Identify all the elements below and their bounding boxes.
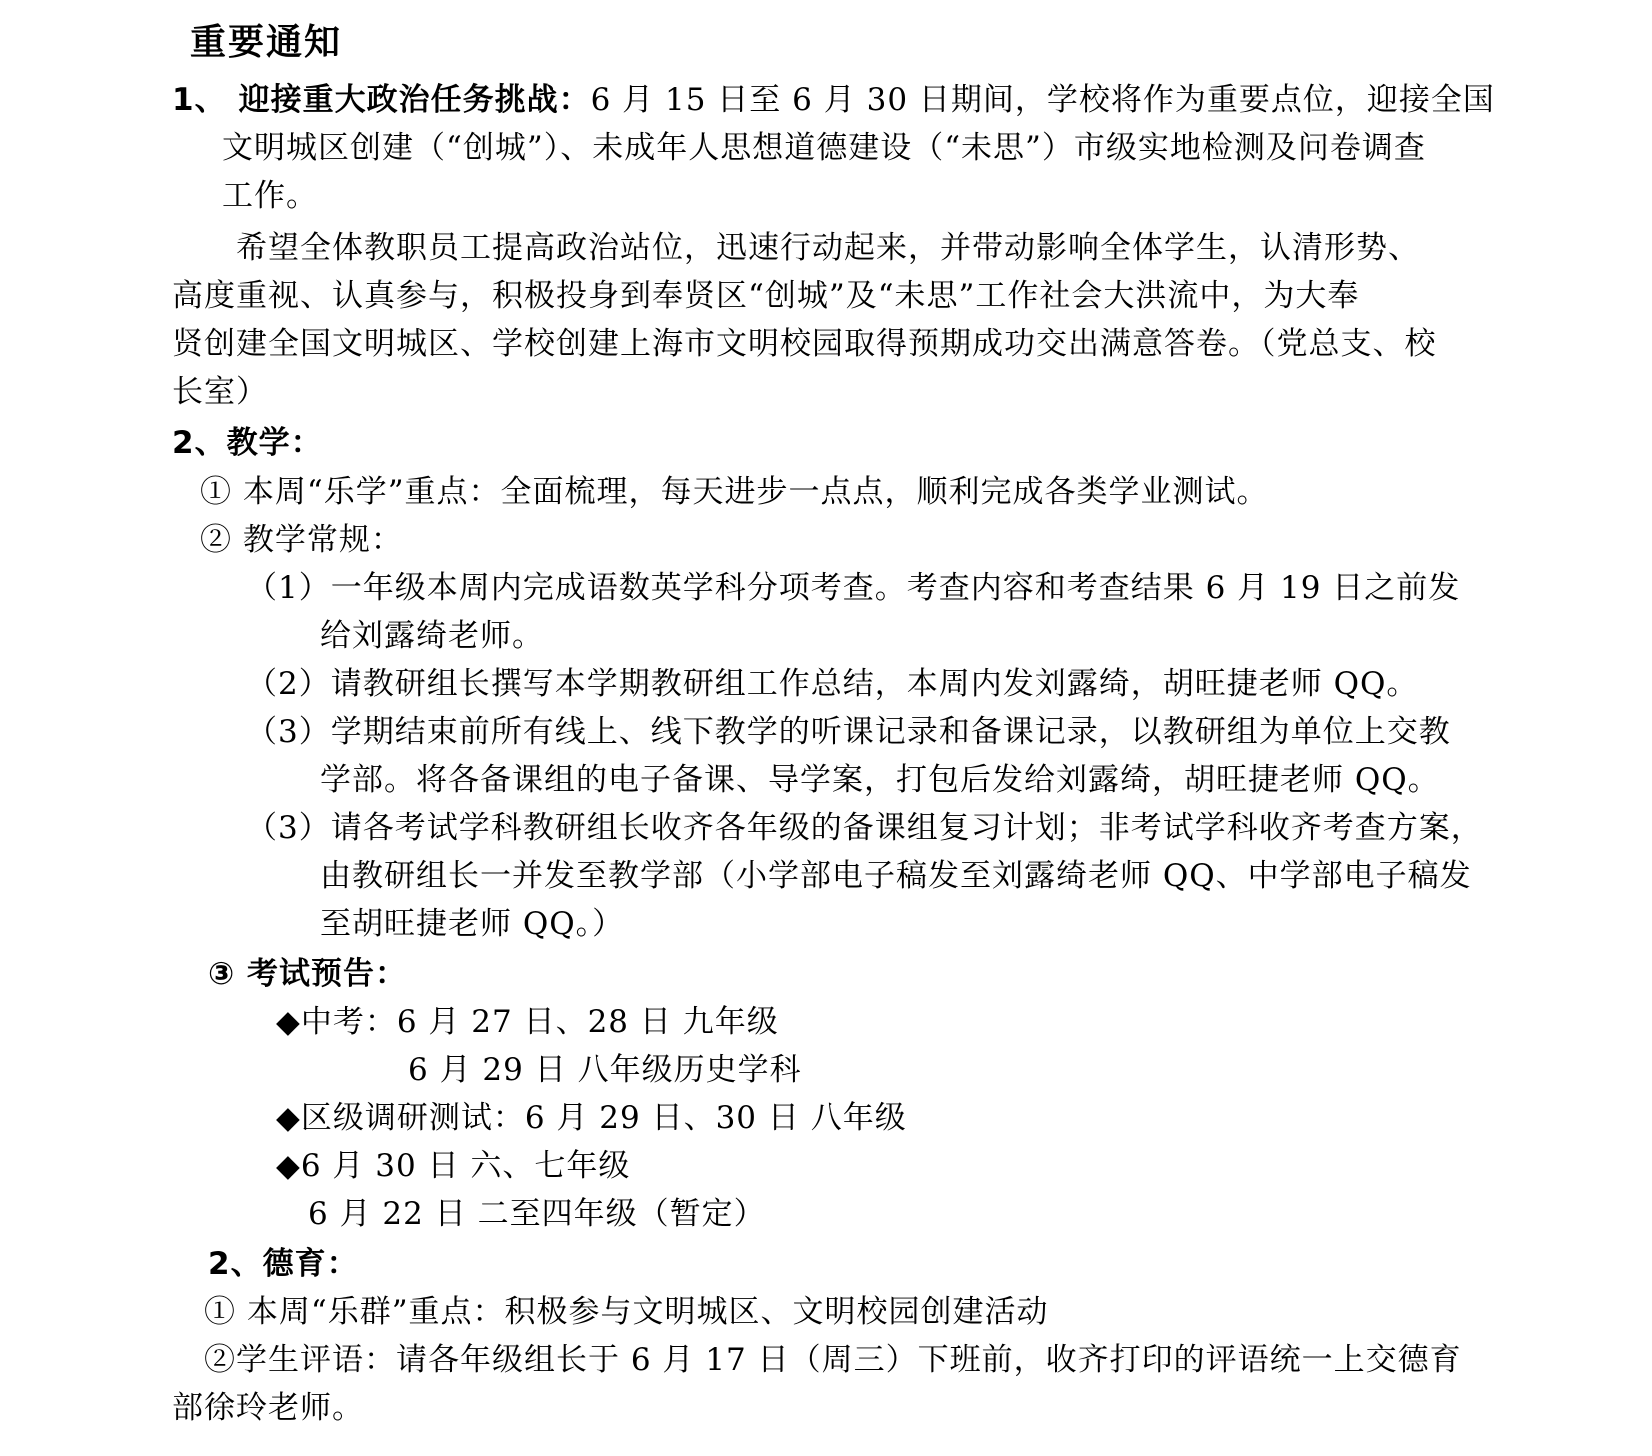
- exam-2-line-1: ◆区级调研测试：6 月 29 日、30 日 八年级: [276, 1100, 907, 1136]
- section-1-line-1: [172, 82, 1495, 118]
- teaching-sub-4-line-2: 由教研组长一并发至教学部（小学部电子稿发至刘露绮老师 QQ、中学部电子稿发: [320, 858, 1472, 894]
- section-1-line-3: 工作。: [222, 178, 318, 214]
- section-1-paragraph-line-2: 高度重视、认真参与，积极投身到奉贤区“创城”及“未思”工作社会大洪流中，为大奉: [172, 278, 1360, 314]
- exam-3-line-2: 6 月 22 日 二至四年级（暂定）: [308, 1196, 766, 1232]
- moral-item-1: ① 本周“乐群”重点：积极参与文明城区、文明校园创建活动: [204, 1294, 1049, 1330]
- section-1-number: 1、: [172, 82, 227, 118]
- teaching-sub-1-line-1: （1）一年级本周内完成语数英学科分项考查。考查内容和考查结果 6 月 19 日之前发: [246, 570, 1461, 606]
- teaching-sub-3-line-1: （3）学期结束前所有线上、线下教学的听课记录和备课记录，以教研组为单位上交教: [246, 714, 1451, 750]
- section-2-heading: 2、教学：: [172, 425, 323, 461]
- document-title: 重要通知: [190, 22, 343, 63]
- section-3-heading: 2、德育：: [208, 1246, 359, 1282]
- exam-notice-heading: ③ 考试预告：: [208, 956, 408, 992]
- moral-item-2-line-2: 部徐玲老师。: [172, 1390, 364, 1426]
- teaching-sub-2-line-1: （2）请教研组长撰写本学期教研组工作总结，本周内发刘露绮，胡旺捷老师 QQ。: [246, 666, 1419, 702]
- exam-3-line-1: ◆6 月 30 日 六、七年级: [276, 1148, 631, 1184]
- exam-1-line-1: ◆中考：6 月 27 日、28 日 九年级: [276, 1004, 779, 1040]
- moral-item-2-line-1: ②学生评语：请各年级组长于 6 月 17 日（周三）下班前，收齐打印的评语统一上交德育: [204, 1342, 1462, 1378]
- teaching-sub-4-line-3: 至胡旺捷老师 QQ。）: [320, 906, 625, 942]
- teaching-sub-3-line-2: 学部。将各备课组的电子备课、导学案，打包后发给刘露绮，胡旺捷老师 QQ。: [320, 762, 1440, 798]
- section-1-paragraph-line-1: 希望全体教职员工提高政治站位，迅速行动起来，并带动影响全体学生，认清形势、: [236, 230, 1420, 266]
- teaching-item-1: ① 本周“乐学”重点：全面梳理，每天进步一点点，顺利完成各类学业测试。: [200, 474, 1269, 510]
- section-1-text: 6 月 15 日至 6 月 30 日期间，学校将作为重要点位，迎接全国: [590, 82, 1495, 118]
- exam-1-line-2: 6 月 29 日 八年级历史学科: [408, 1052, 802, 1088]
- teaching-item-2: ② 教学常规：: [200, 522, 403, 558]
- section-1-paragraph-line-4: 长室）: [172, 374, 268, 410]
- section-1-line-2: 文明城区创建（“创城”）、未成年人思想道德建设（“未思”）市级实地检测及问卷调查: [222, 130, 1426, 166]
- section-1-paragraph-line-3: 贤创建全国文明城区、学校创建上海市文明校园取得预期成功交出满意答卷。（党总支、校: [172, 326, 1437, 362]
- teaching-sub-4-line-1: （3）请各考试学科教研组长收齐各年级的备课组复习计划；非考试学科收齐考查方案，: [246, 810, 1483, 846]
- teaching-sub-1-line-2: 给刘露绮老师。: [320, 618, 544, 654]
- section-1-heading: 迎接重大政治任务挑战：: [238, 82, 591, 118]
